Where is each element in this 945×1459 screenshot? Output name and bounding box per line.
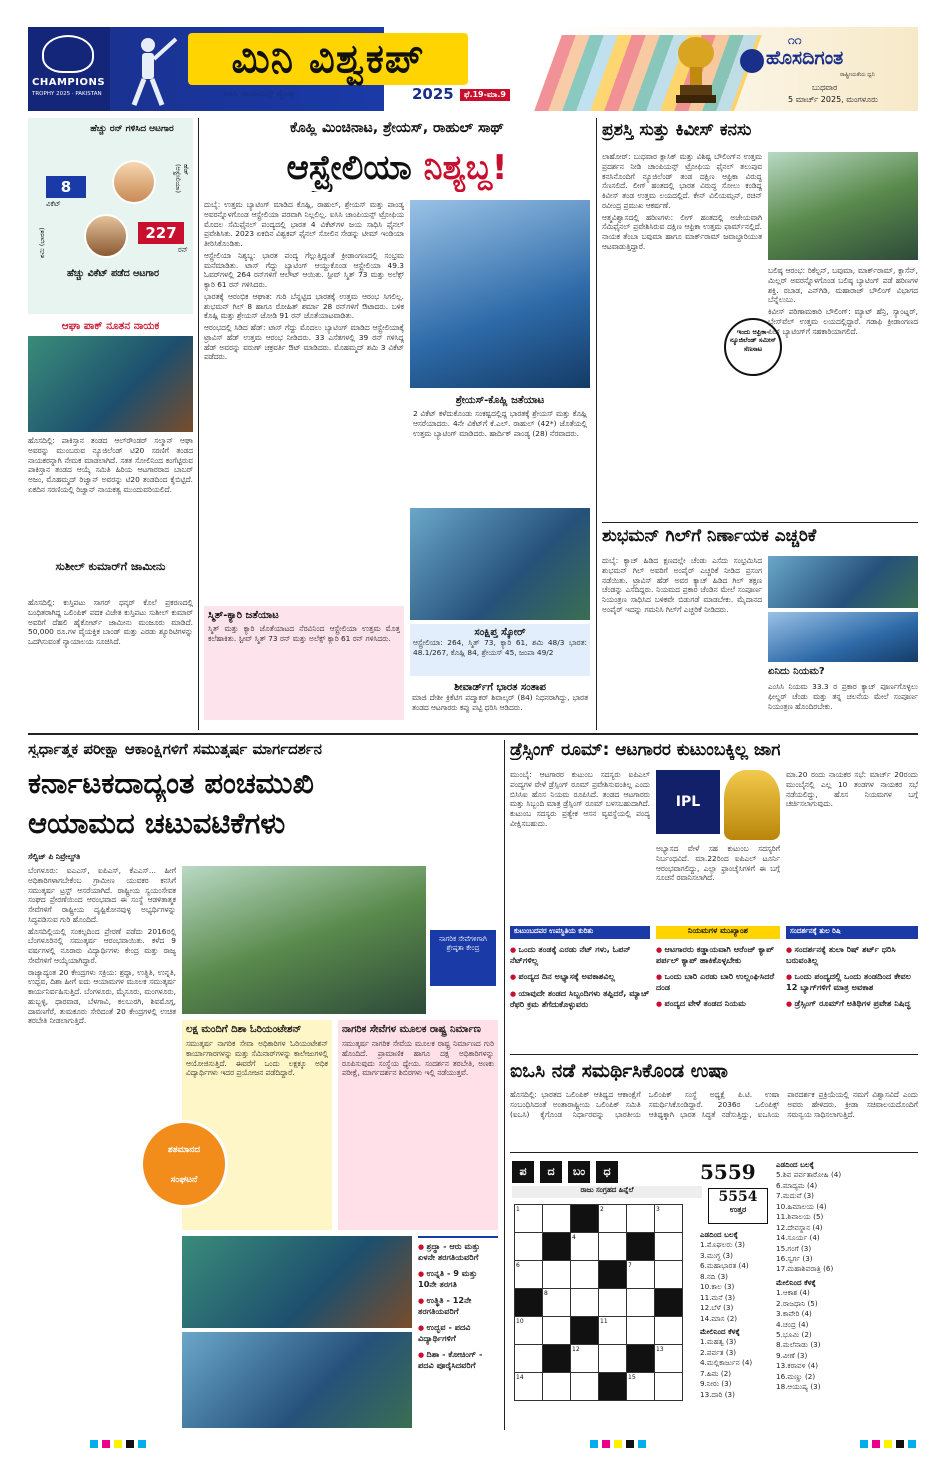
kohli-shreyas-photo [410, 200, 590, 388]
top-wicket-title: ಹೆಚ್ಚು ವಿಕೆಟ್ ಪಡೆದ ಆಟಗಾರ [66, 268, 160, 279]
brand-sub: TROPHY 2025 · PAKISTAN [32, 91, 102, 97]
runs-count: 227 [138, 222, 184, 244]
title-text: ಮಿನಿ ವಿಶ್ವಕಪ್ [231, 36, 425, 82]
lead-para-2: ಆಸ್ಟ್ರೇಲಿಯಾ ನಿಶ್ಯಬ್ದ: ಭಾರತ ಪಂದ್ಯ ಗೆಲ್ಲುತ್ತಿದ್ದಂತೆ ಕ್ರೀಡಾಂಗಣದಲ್ಲಿ ಸಂಭ್ರಮ ಮನೆಮಾಡಿತು. ಟಾಸ್ ಗೆದ್ದು ಬ್ಯಾಟಿಂಗ್ ಆಯ್ದುಕೊಂಡ ಆಸ್ಟ್ರೇಲಿಯಾ 49.3 ಓವರ್‌ಗಳಲ್ಲಿ 264 ರನ್‌ಗಳಿಗೆ ಆಲೌಟ್ ಆಯಿತು. ಸ್ಟೀವ್ ಸ್ಮಿತ್ 73 ಮತ್ತು ಅಲೆಕ್ಸ್ ಕ್ಯಾರಿ 61 ರನ್ ಗಳಿಸಿದರು. [204, 250, 404, 290]
kiwis-para-3: ಬಲಿಷ್ಠ ಆರಂಭ: ರಿಕೆಲ್ಟನ್, ಬವುಮಾ, ಮಾರ್ಕ್‌ರಾಮ್, ಕ್ಲಾಸೆನ್, ಮಿಲ್ಲರ್ ಅವರನ್ನೊಳಗೊಂಡ ಬಲಿಷ್ಠ ಬ್ಯಾಟಿಂಗ್ ಪಡೆ ಹರಿಣಗಳ ಶಕ್ತಿ. ರಬಾಡ, ಎನ್‌ಗಿಡಿ, ಮಹಾರಾಜ್ ಬೌಲಿಂಗ್ ವಿಭಾಗದ ಬೆನ್ನೆಲುಬು. [768, 266, 918, 305]
usha-headline: ಐಒಸಿ ನಡೆ ಸಮರ್ಥಿಸಿಕೊಂಡ ಉಷಾ [510, 1060, 728, 1082]
color-registration-marks [90, 1440, 150, 1448]
cell[interactable] [655, 1261, 683, 1289]
gill-rule-title: ಏನಿದು ನಿಯಮ? [768, 666, 825, 677]
clue: 2.ರಾಜಧಾನಿ (5) [776, 1298, 818, 1308]
center-label: ನಾಗರಿಕ ಸೇವೆಗಳಿಗಾಗಿ ಶ್ರೇಷ್ಠತಾ ಕೇಂದ್ರ [430, 930, 496, 986]
cell[interactable]: 13 [655, 1345, 683, 1373]
students-photo [182, 1332, 412, 1428]
clue: 12.ಬೆಳೆ (3) [700, 1303, 734, 1313]
gill-body: ದುಬೈ: ಕ್ಯಾಚ್ ಹಿಡಿದ ಕ್ಷಣದಲ್ಲೇ ಚೆಂಡು ಎಸೆದು ಸಂಭ್ರಮಿಸಿದ ಶುಭಮನ್ ಗಿಲ್ ಅವರಿಗೆ ಅಂಪೈರ್ ಎಚ್ಚರಿಕೆ ನೀಡಿದ ಪ್ರಸಂಗ ನಡೆಯಿತು. ಟ್ರಾವಿಸ್ ಹೆಡ್ ಅವರ ಕ್ಯಾಚ್ ಹಿಡಿದ ಗಿಲ್ ತಕ್ಷಣ ಚೆಂಡನ್ನು ಎಸೆದಿದ್ದರು. ನಿಯಮದ ಪ್ರಕಾರ ಚೆಂಡಿನ ಮೇಲೆ ಸಂಪೂರ್ಣ ನಿಯಂತ್ರಣ ಸಾಧಿಸಿದ ಬಳಿಕವೇ ಬಿಡುಗಡೆ ಮಾಡಬೇಕು. ಮೈದಾನದ ಅಂಪೈರ್ ಇದನ್ನು ಗಮನಿಸಿ ಗಿಲ್‌ಗೆ ಎಚ್ಚರಿಕೆ ನೀಡಿದರು. [602, 556, 762, 614]
disha-title: ಲಕ್ಷ ಮಂದಿಗೆ ದಿಶಾ ಓರಿಯಂಟೇಶನ್ [186, 1024, 302, 1035]
karnataka-para-3: ರಾಜ್ಯಾದ್ಯಂತ 20 ಕೇಂದ್ರಗಳು ಸಕ್ರಿಯ: ಶ್ರದ್ಧಾ, ಉತ್ಥಿತಿ, ಉನ್ನತಿ, ಉದ್ಭವ, ದಿಶಾ ಹೀಗೆ ಐದು ಆಯಾಮಗಳ ಮೂಲಕ ಸಮುತ್ಕರ್ಷ ಕಾರ್ಯನಿರ್ವಹಿಸುತ್ತಿದೆ. ಬೆಂಗಳೂರು, ಮೈಸೂರು, ಮಂಗಳೂರು, ಹುಬ್ಬಳ್ಳಿ, ಧಾರವಾಡ, ಬೆಳಗಾವಿ, ಕಲಬುರಗಿ, ಶಿವಮೊಗ್ಗ, ದಾವಣಗೆರೆ, ತುಮಕೂರು ಸೇರಿದಂತೆ 20 ಕೇಂದ್ರಗಳಲ್ಲಿ ಉಚಿತ ತರಬೇತಿ ನೀಡಲಾಗುತ್ತಿದೆ. [28, 967, 176, 1026]
clue: 6.ಮಹಾಭಾರತ (4) [700, 1261, 749, 1271]
pillar-item: ● ದಿಶಾ - ಕೋಚಿಂಗ್ - ಪದವಿ ಪೂರೈಸಿದವರಿಗೆ [418, 1349, 498, 1370]
match-today-badge: ಇಂದು ಆಫ್ರಿಕಾ-ನ್ಯೂಜಿಲೆಂಡ್ ಸಮೀಸ್ ಸೆಣಸಾಟ [724, 318, 782, 376]
pak-body: ಹೊಸದಿಲ್ಲಿ: ಪಾಕಿಸ್ತಾನ ತಂಡದ ಆಲ್‌ರೌಂಡರ್ ಸಲ್ಮಾನ್ ಆಘಾ ಅವರನ್ನು ಮುಂಬರುವ ನ್ಯೂಜಿಲೆಂಡ್ ಟಿ20 ಸರಣಿಗೆ ತಂಡದ ನಾಯಕರನ್ನಾಗಿ ನೇಮಕ ಮಾಡಲಾಗಿದೆ. ಸತತ ಸೋಲಿನಿಂದ ಕಂಗೆಟ್ಟಿರುವ ಪಾಕಿಸ್ತಾನ ತಂಡದ ಆಯ್ಕೆ ಸಮಿತಿ ಹಿರಿಯ ಆಟಗಾರರಾದ ಬಾಬರ್ ಅಜಂ, ಮೊಹಮ್ಮದ್ ರಿಜ್ವಾನ್ ಅವರನ್ನು ಟಿ20 ತಂಡದಿಂದ ಕೈಬಿಟ್ಟಿದೆ. ಏಕದಿನ ಸರಣಿಯಲ್ಲಿ ರಿಜ್ವಾನ್ ನಾಯಕತ್ವ ಮುಂದುವರಿಯಲಿದೆ. [28, 436, 193, 494]
stat-box [28, 118, 193, 314]
dressing-body-2: ಅಭ್ಯಾಸದ ವೇಳೆ ಸಹ ಕುಟುಂಬ ಸದಸ್ಯರಿಗೆ ನಿರ್ಬಂಧವಿದೆ. ಮಾ.22ರಿಂದ ಐಪಿಎಲ್ ಟೂರ್ನಿ ಆರಂಭವಾಗಲಿದ್ದು, ಎಲ್ಲಾ ಫ್ರಾಂಚೈಸಿಗಳಿಗೆ ಈ ಬಗ್ಗೆ ಸೂಚನೆ ರವಾನಿಸಲಾಗಿದೆ. [656, 844, 780, 883]
cell[interactable]: 7 [627, 1261, 655, 1289]
pakistan-team-photo [28, 336, 193, 432]
clue: 6.ಮಾದ್ಯಮ (4) [776, 1180, 818, 1190]
cell-black [543, 1345, 571, 1373]
karnataka-kicker: ಸ್ವರ್ಧಾತ್ಮಕ ಪರೀಕ್ಷಾ ಆಕಾಂಕ್ಷಿಗಳಿಗೆ ಸಮುತ್ಕರ್ಷ ಮಾರ್ಗದರ್ಶನ [28, 740, 323, 758]
clue: 12.ದೇವಸ್ಥಾನ (4) [776, 1222, 823, 1232]
rules-bar-left: ಕುಟುಂಬದವರ ಉಪಸ್ಥಿತಿಯ ಕುರಿತು [510, 926, 650, 939]
clue: 14.ಮಾಸ (2) [700, 1313, 738, 1323]
sushil-body: ಹೊಸದಿಲ್ಲಿ: ಕುಸ್ತಿಪಟು ಸಾಗರ್ ಧನ್ಕರ್ ಕೊಲೆ ಪ್ರಕರಣದಲ್ಲಿ ಬಂಧಿತರಾಗಿದ್ದ ಒಲಿಂಪಿಕ್ ಪದಕ ವಿಜೇತ ಕುಸ್ತಿಪಟು ಸುಶೀಲ್ ಕುಮಾರ್ ಅವರಿಗೆ ದೆಹಲಿ ಹೈಕೋರ್ಟ್ ಜಾಮೀನು ಮಂಜೂರು ಮಾಡಿದೆ. 50,000 ರೂ.ಗಳ ವೈಯಕ್ತಿಕ ಬಾಂಡ್ ಮತ್ತು ಎರಡು ಶ್ಯೂರಿಟಿಗಳನ್ನು ಒದಗಿಸುವಂತೆ ನ್ಯಾಯಾಲಯ ಸೂಚಿಸಿದೆ. [28, 598, 193, 647]
clue: 16.ಸ್ವರ್ಗ (3) [776, 1253, 813, 1263]
nation-building-body: ಸಮುತ್ಕರ್ಷ ನಾಗರಿಕ ಸೇವೆಯ ಮೂಲಕ ರಾಷ್ಟ್ರ ನಿರ್ಮಾಣದ ಗುರಿ ಹೊಂದಿದೆ. ಪ್ರಾಮಾಣಿಕ ಹಾಗೂ ದಕ್ಷ ಅಧಿಕಾರಿಗಳನ್ನು ರೂಪಿಸುವುದು ಸಂಸ್ಥೆಯ ಧ್ಯೇಯ. ಸಂದರ್ಶನ ತರಬೇತಿ, ಅಣಕು ಪರೀಕ್ಷೆ, ಮಾರ್ಗದರ್ಶನ ಶಿಬಿರಗಳು ಇಲ್ಲಿ ನಡೆಯುತ್ತವೆ. [342, 1039, 494, 1078]
cell[interactable] [599, 1289, 627, 1317]
ipl-logo-icon: IPL [656, 770, 720, 834]
clue: 9.ವೀಣೆ (3) [776, 1350, 808, 1360]
logo-bottom-text: ಸಂಘಟನೆ [170, 1175, 198, 1185]
clue: 11.ಶಿವಾಲಯ (5) [776, 1212, 824, 1222]
clue: 3.ಕಾವೇರಿ (4) [776, 1309, 812, 1319]
smith-box [204, 606, 404, 720]
trophy-icon [42, 35, 94, 73]
brand-name: CHAMPIONS [32, 77, 106, 88]
mini-worldcup-title [188, 33, 468, 85]
section-divider [602, 522, 918, 523]
clue: 7.ಮದುವೆ (3) [776, 1191, 814, 1201]
gill-rule-body: ಎಂಸಿಸಿ ನಿಯಮ 33.3 ರ ಪ್ರಕಾರ ಕ್ಯಾಚ್ ಪೂರ್ಣಗೊಳ್ಳಲು ಫೀಲ್ಡರ್ ಚೆಂಡು ಮತ್ತು ತನ್ನ ಚಲನೆಯ ಮೇಲೆ ಸಂಪೂರ್ಣ ನಿಯಂತ್ರಣ ಹೊಂದಿರಬೇಕು. [768, 682, 918, 711]
pillar-item: ● ಉತ್ಥಿತಿ - 12ನೇ ತರಗತಿಯವರಿಗೆ [418, 1295, 498, 1316]
kiwis-para-2: ಆತ್ಮವಿಶ್ವಾಸದಲ್ಲಿ ಹರಿಣಗಳು: ಲೀಗ್ ಹಂತದಲ್ಲಿ ಅಜೇಯವಾಗಿ ಸೆಮಿಫೈನಲ್ ಪ್ರವೇಶಿಸಿರುವ ದಕ್ಷಿಣ ಆಫ್ರಿಕಾ ಉತ್ತಮ ಫಾರ್ಮ್‌ನಲ್ಲಿದೆ. ನಾಯಕ ತೆಂಬಾ ಬವುಮಾ ಹಾಗೂ ಮಾರ್ಕ್‌ರಾಮ್ ಜವಾಬ್ದಾರಿಯುತ ಆಟವಾಡುತ್ತಿದ್ದಾರೆ. [602, 212, 762, 251]
decor-stripes [534, 35, 762, 111]
rule-item: ● ಯಾವುದೇ ತಂಡದ ಸಿಬ್ಬಂದಿಗಳು ತಪ್ಪಿದರೆ, ಮ್ಯಾಚ್ ರೆಫರಿ ಕ್ರಮ ತೆಗೆದುಕೊಳ್ಳುವರು [510, 988, 650, 1009]
lead-headline [204, 144, 590, 192]
rule-item: ● ಆಟಗಾರರು ಕಡ್ಡಾಯವಾಗಿ ಆರೆಂಜ್ ಕ್ಯಾಪ್ ಪರ್ಪಲ್ ಕ್ಯಾಪ್ ಹಾಕಿಕೊಳ್ಳಬೇಕು [656, 944, 780, 965]
clue: 13.ದಾರಿ (3) [700, 1389, 735, 1399]
disha-body: ಸಮುತ್ಕರ್ಷ ನಾಗರಿಕ ಸೇವಾ ಅಧಿಕಾರಿಗಳ ಓರಿಯಂಟೇಶನ್ ಕಾರ್ಯಾಗಾರಗಳನ್ನು ಮತ್ತು ಸೆಮಿನಾರ್‌ಗಳನ್ನು ಕಾಲೇಜುಗಳಲ್ಲಿ ಆಯೋಜಿಸುತ್ತಿದೆ. ಈವರೆಗೆ ಒಂದು ಲಕ್ಷಕ್ಕೂ ಅಧಿಕ ವಿದ್ಯಾರ್ಥಿಗಳು ಇದರ ಪ್ರಯೋಜನ ಪಡೆದಿದ್ದಾರೆ. [186, 1039, 328, 1078]
crossword-grid [514, 1204, 683, 1401]
karnataka-headline-1: ಕರ್ನಾಟಕದಾದ್ಯಂತ ಪಂಚಮುಖಿ [28, 766, 314, 800]
cell[interactable] [571, 1373, 599, 1401]
caption-box [410, 392, 590, 508]
fold-rule [28, 733, 918, 735]
date-place: 5 ಮಾರ್ಚ್ 2025, ಮಂಗಳೂರು [788, 95, 878, 104]
clue: 7.ಹಿಮ (2) [700, 1368, 732, 1378]
clues-mid [700, 1230, 770, 1426]
clue: 3.ಮುಗ್ಧ (3) [700, 1250, 733, 1260]
cell[interactable]: 15 [627, 1373, 655, 1401]
kiwis-headline: ಪ್ರಶಸ್ತಿ ಸುತ್ತು ಕಿವೀಸ್ ಕನಸು [602, 120, 752, 140]
cell[interactable] [599, 1345, 627, 1373]
caption-title: ಶ್ರೇಯಸ್-ಕೊಹ್ಲಿ ಜತೆಯಾಟ [455, 395, 545, 406]
cell[interactable]: 10 [515, 1317, 543, 1345]
nation-building-box [338, 1020, 498, 1230]
cell[interactable] [599, 1233, 627, 1261]
clue: 9.ನೀರು (3) [700, 1379, 732, 1389]
lead-headline-part2: ನಿಶ್ಯಬ್ದ! [423, 148, 508, 188]
clue: 17.ಮಹಾಶಿವರಾತ್ರಿ (6) [776, 1264, 834, 1274]
score-box [410, 624, 590, 676]
cell[interactable]: 14 [515, 1373, 543, 1401]
cell[interactable] [655, 1233, 683, 1261]
cell[interactable]: 8 [543, 1289, 571, 1317]
shami-label: ಶಮಿ (ಭಾರತ) [38, 227, 46, 258]
tribute-body: ಮಾಜಿ ದೇಶೀ ಕ್ರಿಕೆಟಿಗ ಪದ್ಮಾಕರ್ ಶಿವಾಲ್ಕರ್ (84) ನಿಧನರಾಗಿದ್ದು, ಭಾರತ ತಂಡದ ಆಟಗಾರರು ಕಪ್ಪು ಪಟ್ಟಿ ಧರಿಸಿ ಆಡಿದರು. [412, 693, 588, 712]
cell[interactable] [627, 1205, 655, 1233]
paper-emblem-icon [740, 49, 764, 73]
clue: 10.ಹಿಮಾಲಯ (4) [776, 1201, 827, 1211]
cell[interactable] [571, 1261, 599, 1289]
rule-item: ● ಪಂದ್ಯದ ದಿನ ಅಭ್ಯಾಸಕ್ಕೆ ಅವಕಾಶವಿಲ್ಲ [510, 971, 650, 982]
column-divider [198, 118, 199, 730]
tribute-title: ಶೀವಾರ್ಡ್‌ಗೆ ಭಾರತ ಸಂತಾಪ [454, 682, 546, 693]
clue: 1.ಮಹತ್ವ (3) [700, 1337, 737, 1347]
previous-puzzle-number: 5554 [718, 1189, 758, 1205]
across-title: ಎಡದಿಂದ ಬಲಕ್ಕೆ [776, 1160, 814, 1169]
karnataka-headline-2: ಆಯಾಮದ ಚಟುವಟಿಕೆಗಳು [28, 806, 286, 840]
clue: 8.ಮಲೆನಾಡು (3) [776, 1340, 821, 1350]
gill-catch-photo-1 [768, 556, 918, 608]
clue: 5.ಶಿವ ಪರ್ವತಾರೋಹಿ (4) [776, 1170, 842, 1180]
puzzle-number: 5559 [700, 1160, 756, 1184]
rules-mid [656, 944, 780, 1050]
clue: 2.ಪರ್ವತ (3) [700, 1347, 737, 1357]
subtitle: ಐಸಿಸಿ ಚಾಂಪಿಯನ್ಸ್ ಟ್ರೋಫಿ [224, 89, 296, 98]
cell-black [543, 1233, 571, 1261]
karnataka-para-2: ಹೊಸದಿಲ್ಲಿಯಲ್ಲಿ ಸಂಕಲ್ಪದಿಂದ ಪ್ರೇರಣೆ ಪಡೆದು 2016ರಲ್ಲಿ ಬೆಂಗಳೂರಿನಲ್ಲಿ ಸಮುತ್ಕರ್ಷ ಆರಂಭವಾಯಿತು. ಕಳೆದ 9 ವರ್ಷಗಳಲ್ಲಿ ನೂರಾರು ವಿದ್ಯಾರ್ಥಿಗಳು ಕೇಂದ್ರ ಮತ್ತು ರಾಜ್ಯ ಸೇವೆಗಳಿಗೆ ಆಯ್ಕೆಯಾಗಿದ್ದಾರೆ. [28, 926, 176, 965]
cell[interactable]: 2 [599, 1205, 627, 1233]
dressing-body-3: ಮಾ.20 ರಂದು ನಾಯಕರ ಸಭೆ: ಮಾರ್ಚ್ 20ರಂದು ಮುಂಬೈನಲ್ಲಿ ಎಲ್ಲ 10 ತಂಡಗಳ ನಾಯಕರ ಸಭೆ ನಡೆಯಲಿದ್ದು, ಹೊಸ ನಿಯಮಗಳ ಬಗ್ಗೆ ಚರ್ಚಿಸಲಾಗುವುದು. [786, 770, 918, 809]
previous-answer-box [708, 1188, 768, 1224]
clue: 1.ಆಕಾಶ (4) [776, 1288, 810, 1298]
rule-item: ● ಒಂದು ಬಾರಿ ಎರಡು ಬಾರಿ ಉಲ್ಲಂಘಿಸಿದರೆ ದಂಡ [656, 971, 780, 992]
clue: 10.ಕಾಲ (3) [700, 1282, 735, 1292]
tribute-box [410, 680, 590, 722]
champions-logo [28, 27, 110, 111]
top-scorer-country: ಹೆಡ್ (ಆಸ್ಟ್ರೇಲಿಯಾ) [174, 164, 190, 194]
clue: 18.ಆಯುಷ್ಯ (3) [776, 1382, 821, 1392]
cell[interactable] [543, 1205, 571, 1233]
cell[interactable]: 12 [571, 1345, 599, 1373]
across-title: ಎಡದಿಂದ ಬಲಕ್ಕೆ [700, 1230, 738, 1239]
cell[interactable] [515, 1345, 543, 1373]
usha-body: ಹೊಸದಿಲ್ಲಿ: ಭಾರತದ ಒಲಿಂಪಿಕ್ ಆತಿಥ್ಯದ ಆಕಾಂಕ್ಷೆಗೆ ಸಂಬಂಧಿಸಿದಂತೆ ಅಂತಾರಾಷ್ಟ್ರೀಯ ಒಲಿಂಪಿಕ್ ಸಮಿತಿ (ಐಒಸಿ) ಕೈಗೊಂಡ ನಿರ್ಧಾರವನ್ನು ಭಾರತೀಯ ಒಲಿಂಪಿಕ್ ಸಂಸ್ಥೆ ಅಧ್ಯಕ್ಷೆ ಪಿ.ಟಿ. ಉಷಾ ಸಮರ್ಥಿಸಿಕೊಂಡಿದ್ದಾರೆ. 2036ರ ಒಲಿಂಪಿಕ್ಸ್ ಆತಿಥ್ಯಕ್ಕಾಗಿ ಭಾರತ ಸಿದ್ಧತೆ ನಡೆಸುತ್ತಿದ್ದು, ಐಒಸಿಯ ಪಾರದರ್ಶಕ ಪ್ರಕ್ರಿಯೆಯಲ್ಲಿ ನಮಗೆ ವಿಶ್ವಾಸವಿದೆ ಎಂದು ಅವರು ಹೇಳಿದರು. ಕ್ರೀಡಾ ಸಚಿವಾಲಯದೊಂದಿಗೆ ಸಮನ್ವಯ ಸಾಧಿಸಲಾಗುತ್ತಿದೆ. [510, 1090, 918, 1119]
runs-label: ರನ್ [178, 246, 188, 254]
team-celebration-photo [410, 508, 590, 620]
cell-black [515, 1289, 543, 1317]
clues-right [776, 1160, 918, 1428]
pillar-item: ● ಉದ್ಭವ - ಪದವಿ ವಿದ್ಯಾರ್ಥಿಗಳಿಗೆ [418, 1322, 498, 1343]
cell[interactable]: 1 [515, 1205, 543, 1233]
ipl-trophy-icon [724, 770, 780, 840]
year: 2025 [412, 85, 454, 103]
group-photo [182, 866, 426, 1014]
dressing-body-1: ಮುಂಬೈ: ಆಟಗಾರರ ಕುಟುಂಬ ಸದಸ್ಯರು ಐಪಿಎಲ್ ಪಂದ್ಯಗಳ ವೇಳೆ ಡ್ರೆಸ್ಸಿಂಗ್ ರೂಮ್ ಪ್ರವೇಶಿಸುವಂತಿಲ್ಲ ಎಂದು ಬಿಸಿಸಿಐ ಹೊಸ ನಿಯಮ ರೂಪಿಸಿದೆ. ತಂಡದ ಆಟಗಾರರು ಮತ್ತು ಸಿಬ್ಬಂದಿ ಮಾತ್ರ ಡ್ರೆಸ್ಸಿಂಗ್ ರೂಮ್ ಬಳಸಬಹುದಾಗಿದೆ. ಕುಟುಂಬ ಸದಸ್ಯರು ಪ್ರತ್ಯೇಕ ಆಸನ ವ್ಯವಸ್ಥೆಯಲ್ಲಿ ಪಂದ್ಯ ವೀಕ್ಷಿಸಬಹುದು. [510, 770, 650, 828]
cell-black [627, 1345, 655, 1373]
section-divider [510, 1054, 918, 1055]
pillar-item: ● ಉನ್ನತಿ - 9 ಮತ್ತು 10ನೇ ತರಗತಿ [418, 1268, 498, 1289]
classroom-photo [182, 1236, 412, 1328]
clue: 4.ಮಲ್ಲಿಕಾರ್ಜುನ (4) [700, 1358, 753, 1368]
rules-right [786, 944, 918, 1050]
smith-title: ಸ್ಮಿತ್-ಕ್ಯಾರಿ ಜತೆಯಾಟ [208, 610, 279, 621]
score-title: ಸಂಕ್ಷಿಪ್ತ ಸ್ಕೋರ್ [474, 627, 526, 638]
top-scorer-title: ಹೆಚ್ಚು ರನ್ ಗಳಿಸಿದ ಆಟಗಾರ [90, 124, 174, 134]
pak-headline: ಆಘಾ ಪಾಕ್ ನೂತನ ನಾಯಕ [61, 320, 160, 332]
sushil-headline: ಸುಶೀಲ್ ಕುಮಾರ್‌ಗೆ ಜಾಮೀನು [55, 560, 166, 573]
logo-top-text: ಶತಮಾನದ [167, 1145, 201, 1155]
score-body: ಆಸ್ಟ್ರೇಲಿಯಾ: 264, ಸ್ಮಿತ್ 73, ಕ್ಯಾರಿ 61, ಶಮಿ 48/3 ಭಾರತ: 48.1/267, ಕೊಹ್ಲಿ 84, ಶ್ರೇಯಸ್ 45, ಜಂಪಾ 49/2 [413, 638, 587, 657]
previous-answer-label: ಉತ್ತರ [729, 1205, 747, 1214]
cell[interactable] [655, 1373, 683, 1401]
day: ಬುಧವಾರ [812, 83, 838, 92]
column-divider [596, 118, 597, 730]
century-logo [140, 1120, 228, 1208]
date-range: ಫೆ.19-ಮಾ.9 [460, 89, 510, 101]
clue: 15.ಗಂಗೆ (3) [776, 1243, 812, 1253]
cell-black [627, 1233, 655, 1261]
nation-building-title: ನಾಗರಿಕ ಸೇವೆಗಳ ಮೂಲಕ ರಾಷ್ಟ್ರ ನಿರ್ಮಾಣ [342, 1024, 481, 1035]
karnataka-para-1: ಬೆಂಗಳೂರು: ಐಎಎಸ್, ಐಪಿಎಸ್, ಕೆಎಎಸ್... ಹೀಗೆ ಅಧಿಕಾರಿಗಳಾಗಬೇಕೆಂಬ ಗ್ರಾಮೀಣ ಯುವಕರ ಕನಸಿಗೆ ಸಮುತ್ಕರ್ಷ ಟ್ರಸ್ಟ್ ಆಸರೆಯಾಗಿದೆ. ರಾಷ್ಟ್ರೀಯ ಸ್ವಯಂಸೇವಕ ಸಂಘದ ಪ್ರೇರಣೆಯಿಂದ ಆರಂಭವಾದ ಈ ಸಂಸ್ಥೆ ಆಡಳಿತಾತ್ಮಕ ಸೇವೆಗಳಿಗೆ ರಾಷ್ಟ್ರೀಯ ದೃಷ್ಟಿಕೋನವುಳ್ಳ ಅಭ್ಯರ್ಥಿಗಳನ್ನು ಸಿದ್ಧಪಡಿಸುವ ಗುರಿ ಹೊಂದಿದೆ. [28, 866, 176, 924]
cell[interactable] [627, 1289, 655, 1317]
dressing-headline: ಡ್ರೆಸ್ಸಿಂಗ್ ರೂಮ್: ಆಟಗಾರರ ಕುಟುಂಬಕ್ಕಿಲ್ಲ ಜಾಗ [510, 740, 781, 760]
clue: 8.ನದಿ (3) [700, 1271, 728, 1281]
paper-name: ಹೊಸದಿಗಂತ [766, 47, 844, 69]
cell-black [599, 1373, 627, 1401]
head-avatar [112, 160, 156, 204]
rules-bar-right: ಸಂದರ್ಶನಕ್ಕೆ ತುಲ ರಿಷಿ [786, 926, 918, 939]
lead-para-4: ಆರಂಭದಲ್ಲಿ ಸಿಡಿದ ಹೆಡ್: ಟಾಸ್ ಗೆದ್ದು ಮೊದಲು ಬ್ಯಾಟಿಂಗ್ ಮಾಡಿದ ಆಸ್ಟ್ರೇಲಿಯಾಕ್ಕೆ ಟ್ರಾವಿಸ್ ಹೆಡ್ ಉತ್ತಮ ಆರಂಭ ನೀಡಿದರು. 33 ಎಸೆತಗಳಲ್ಲಿ 39 ರನ್ ಗಳಿಸಿದ್ದ ಹೆಡ್ ಅವರನ್ನು ವರುಣ್ ಚಕ್ರವರ್ತಿ ಔಟ್ ಮಾಡಿದರು. ಮೊಹಮ್ಮದ್ ಶಮಿ 3 ವಿಕೆಟ್ ಪಡೆದರು. [204, 323, 404, 362]
paper-tagline: ರಾಷ್ಟ್ರೀಯತೆಯ ಧ್ವನಿ [840, 72, 875, 78]
kiwis-para-1: ಲಾಹೋರ್: ಬುಧವಾರ ಕ್ಲಾಸಿಕ್ ಮತ್ತು ವಿಶಿಷ್ಟ ಬೌಲಿಂಗ್‌ನ ಉತ್ತಮ ಪ್ರದರ್ಶನ ನೀಡಿ ಚಾಂಪಿಯನ್ಸ್ ಟ್ರೋಫಿಯ ಫೈನಲ್ ತಲುಪುವ ಕನಸಿನೊಂದಿಗೆ ನ್ಯೂಜಿಲೆಂಡ್ ತಂಡ ದಕ್ಷಿಣ ಆಫ್ರಿಕಾ ವಿರುದ್ಧ ಸೆಣಸಲಿದೆ. ಲೀಗ್ ಹಂತದಲ್ಲಿ ಭಾರತ ವಿರುದ್ಧ ಸೋಲು ಕಂಡಿದ್ದ ಕಿವೀಸ್ ತಂಡ ಉತ್ತಮ ಲಯದಲ್ಲಿದೆ. ಕೇನ್ ವಿಲಿಯಮ್ಸನ್, ರಚಿನ್ ರವೀಂದ್ರ ಪ್ರಮುಖ ಆಕರ್ಷಣೆ. [602, 152, 762, 210]
page-number: ೧೧ [788, 33, 802, 47]
pillars-list [418, 1236, 498, 1428]
cell[interactable]: 6 [515, 1261, 543, 1289]
clue: 1.ಮೊಘಲರು (3) [700, 1240, 745, 1250]
cell[interactable] [655, 1317, 683, 1345]
clue: 11.ಮನೆ (3) [700, 1292, 736, 1302]
column-divider [504, 740, 505, 1430]
rules-left [510, 944, 650, 1050]
cell-black [571, 1317, 599, 1345]
cell[interactable]: 4 [571, 1233, 599, 1261]
rule-item: ● ಡ್ರೆಸ್ಸಿಂಗ್ ರೂಮ್‌ಗೆ ಅತಿಥಿಗಳ ಪ್ರವೇಶ ನಿಷಿದ್ಧ [786, 998, 918, 1009]
williamson-bavuma-photo [768, 152, 918, 260]
cell[interactable] [627, 1317, 655, 1345]
down-title: ಮೇಲಿನಿಂದ ಕೆಳಕ್ಕೆ [700, 1326, 740, 1336]
kiwis-body-right [768, 266, 918, 520]
down-title: ಮೇಲಿನಿಂದ ಕೆಳಕ್ಕೆ [776, 1277, 816, 1287]
cell-black [599, 1261, 627, 1289]
trophy-illustration [668, 31, 724, 107]
color-registration-marks [590, 1440, 650, 1448]
clue: 4.ಚಂದ್ರ (4) [776, 1319, 809, 1329]
batsman-illustration [114, 33, 182, 109]
shami-avatar [84, 214, 128, 258]
byline: ಸೆಲ್ವಿಜ್ ಪಿ ನಿವ್ರೇಲ್ವ್‌ತಿ [28, 852, 81, 861]
color-registration-marks [860, 1440, 920, 1448]
cell[interactable] [543, 1317, 571, 1345]
puzzle-title-letter: ಪ [512, 1161, 534, 1183]
rule-item: ● ಒಂದು ಪಂದ್ಯದಲ್ಲಿ ಒಂದು ತಂಡದಿಂದ ಕೇವಲ 12 ಬ್ಯಾಗ್‌ಗಳಿಗೆ ಮಾತ್ರ ಅವಕಾಶ [786, 971, 918, 992]
smith-body: ಸ್ಮಿತ್ ಮತ್ತು ಕ್ಯಾರಿ ಜೊತೆಯಾಟದ ನೆರವಿನಿಂದ ಆಸ್ಟ್ರೇಲಿಯಾ ಉತ್ತಮ ಮೊತ್ತ ಕಲೆಹಾಕಿತು. ಸ್ಟೀವ್ ಸ್ಮಿತ್ 73 ರನ್ ಮತ್ತು ಅಲೆಕ್ಸ್ ಕ್ಯಾರಿ 61 ರನ್ ಗಳಿಸಿದರು. [208, 624, 400, 643]
puzzle-title-letter: ಧ [596, 1161, 618, 1183]
pillar-item: ● ಶ್ರದ್ಧಾ - ಆರು ಮತ್ತು ಏಳನೇ ತರಗತಿಯವರಿಗೆ [418, 1241, 498, 1262]
rule-item: ● ಪಂದ್ಯದ ವೇಳೆ ತಂಡದ ನಿಯಮ [656, 998, 780, 1009]
masthead [28, 27, 918, 111]
puzzle-strip: ರಾಜು ಸಂಗ್ರಹದ ಹಿನ್ನೆಲೆ [512, 1186, 702, 1198]
rules-bar-mid: ನಿಯಮಗಳ ಮುಖ್ಯಾಂಶ [656, 926, 780, 939]
wickets-count: 8 [46, 176, 86, 198]
cell[interactable] [543, 1261, 571, 1289]
lead-kicker: ಕೊಹ್ಲಿ ಮಿಂಚಿನಾಟ, ಶ್ರೇಯಸ್, ರಾಹುಲ್ ಸಾಥ್ [290, 120, 504, 136]
clue: 14.ಸೂರ್ಯ (4) [776, 1233, 820, 1243]
cell[interactable]: 11 [599, 1317, 627, 1345]
wickets-label: ವಿಕೆಟ್ [46, 200, 61, 208]
puzzle-title-letter: ದ [540, 1161, 562, 1183]
cell-black [655, 1289, 683, 1317]
cell[interactable]: 3 [655, 1205, 683, 1233]
cell[interactable] [515, 1233, 543, 1261]
puzzle-title-letter: ಬಂ [568, 1161, 590, 1183]
cell[interactable] [571, 1289, 599, 1317]
kiwis-para-4: ಕಿವೀಸ್ ಪರಿಣಾಮಕಾರಿ ಬೌಲಿಂಗ್: ಮ್ಯಾಟ್ ಹೆನ್ರಿ, ಸ್ಯಾಂಟ್ನರ್, ಬ್ರೇಸ್‌ವೆಲ್ ಉತ್ತಮ ಲಯದಲ್ಲಿದ್ದಾರೆ. ಗಡಾಫಿ ಕ್ರೀಡಾಂಗಣದ ಪಿಚ್ ಬ್ಯಾಟಿಂಗ್‌ಗೆ ಸಹಕಾರಿಯಾಗಲಿದೆ. [768, 307, 918, 336]
lead-para-1: ದುಬೈ: ಉತ್ತಮ ಬ್ಯಾಟಿಂಗ್ ಮಾಡಿದ ಕೊಹ್ಲಿ, ರಾಹುಲ್, ಶ್ರೇಯಸ್ ಮತ್ತು ಪಾಂಡ್ಯ ಅವರನ್ನೊಳಗೊಂಡ ಆಸ್ಟ್ರೇಲಿಯಾ ಪರವಾಗಿ ನಿಲ್ಲಲಿಲ್ಲ. ಐಸಿಸಿ ಚಾಂಪಿಯನ್ಸ್ ಟ್ರೋಫಿಯ ಮೊದಲ ಸೆಮಿಫೈನಲ್ ಪಂದ್ಯದಲ್ಲಿ ಭಾರತ 4 ವಿಕೆಟ್‌ಗಳ ಜಯ ಸಾಧಿಸಿ ಫೈನಲ್ ಪ್ರವೇಶಿಸಿತು. 2023 ಏಕದಿನ ವಿಶ್ವಕಪ್ ಫೈನಲ್ ಸೋಲಿನ ಸೇಡನ್ನು ಟೀಮ್ ಇಂಡಿಯಾ ತೀರಿಸಿಕೊಂಡಿತು. [204, 200, 404, 249]
rule-item: ● ಒಂದು ತಂಡಕ್ಕೆ ಎರಡು ನೆಟ್ ಗಳು, ಓಪನ್ ನೆಟ್‌ಗಳಿಲ್ಲ [510, 944, 650, 965]
clue: 13.ಕರಾವಳಿ (4) [776, 1361, 819, 1371]
section-divider [510, 1152, 918, 1153]
lead-headline-part1: ಆಸ್ಟ್ರೇಲಿಯಾ [286, 148, 424, 188]
gill-headline: ಶುಭಮನ್ ಗಿಲ್‌ಗೆ ನಿರ್ಣಾಯಕ ಎಚ್ಚರಿಕೆ [602, 526, 817, 546]
caption-body: 2 ವಿಕೆಟ್ ಕಳೆದುಕೊಂಡು ಸಂಕಷ್ಟದಲ್ಲಿದ್ದ ಭಾರತಕ್ಕೆ ಶ್ರೇಯಸ್ ಮತ್ತು ಕೊಹ್ಲಿ ಆಸರೆಯಾದರು. 4ನೇ ವಿಕೆಟ್‌ಗೆ ಕೆ.ಎಲ್. ರಾಹುಲ್ (42*) ಜೊತೆಯಲ್ಲಿ ಉತ್ತಮ ಬ್ಯಾಟಿಂಗ್ ಮಾಡಿದರು. ಹಾರ್ದಿಕ್ ಪಾಂಡ್ಯ (28) ನೆರವಾದರು. [413, 409, 587, 438]
clue: 5.ಭೂಮಿ (2) [776, 1330, 812, 1339]
rule-item: ● ಸಂದರ್ಶನಕ್ಕೆ ತುಲಾ ರಿಷ್ ಶರ್ಟ್ ಧರಿಸಿ ಬರುವಂತಿಲ್ಲ [786, 944, 918, 965]
clue: 16.ಮಣ್ಣು (2) [776, 1371, 816, 1381]
cell[interactable] [543, 1373, 571, 1401]
gill-catch-photo-2 [768, 612, 918, 662]
cell-black [571, 1205, 599, 1233]
lead-para-3: ಭಾರತಕ್ಕೆ ಆರಂಭಿಕ ಆಘಾತ: ಗುರಿ ಬೆನ್ನಟ್ಟಿದ ಭಾರತಕ್ಕೆ ಉತ್ತಮ ಆರಂಭ ಸಿಗಲಿಲ್ಲ. ಶುಭಮನ್ ಗಿಲ್ 8 ಹಾಗೂ ರೋಹಿತ್ ಶರ್ಮಾ 28 ರನ್‌ಗಳಿಗೆ ಔಟಾದರು. ಬಳಿಕ ಕೊಹ್ಲಿ ಮತ್ತು ಶ್ರೇಯಸ್ ಜೋಡಿ 91 ರನ್ ಜೊತೆಯಾಟವಾಡಿತು. [204, 291, 404, 321]
